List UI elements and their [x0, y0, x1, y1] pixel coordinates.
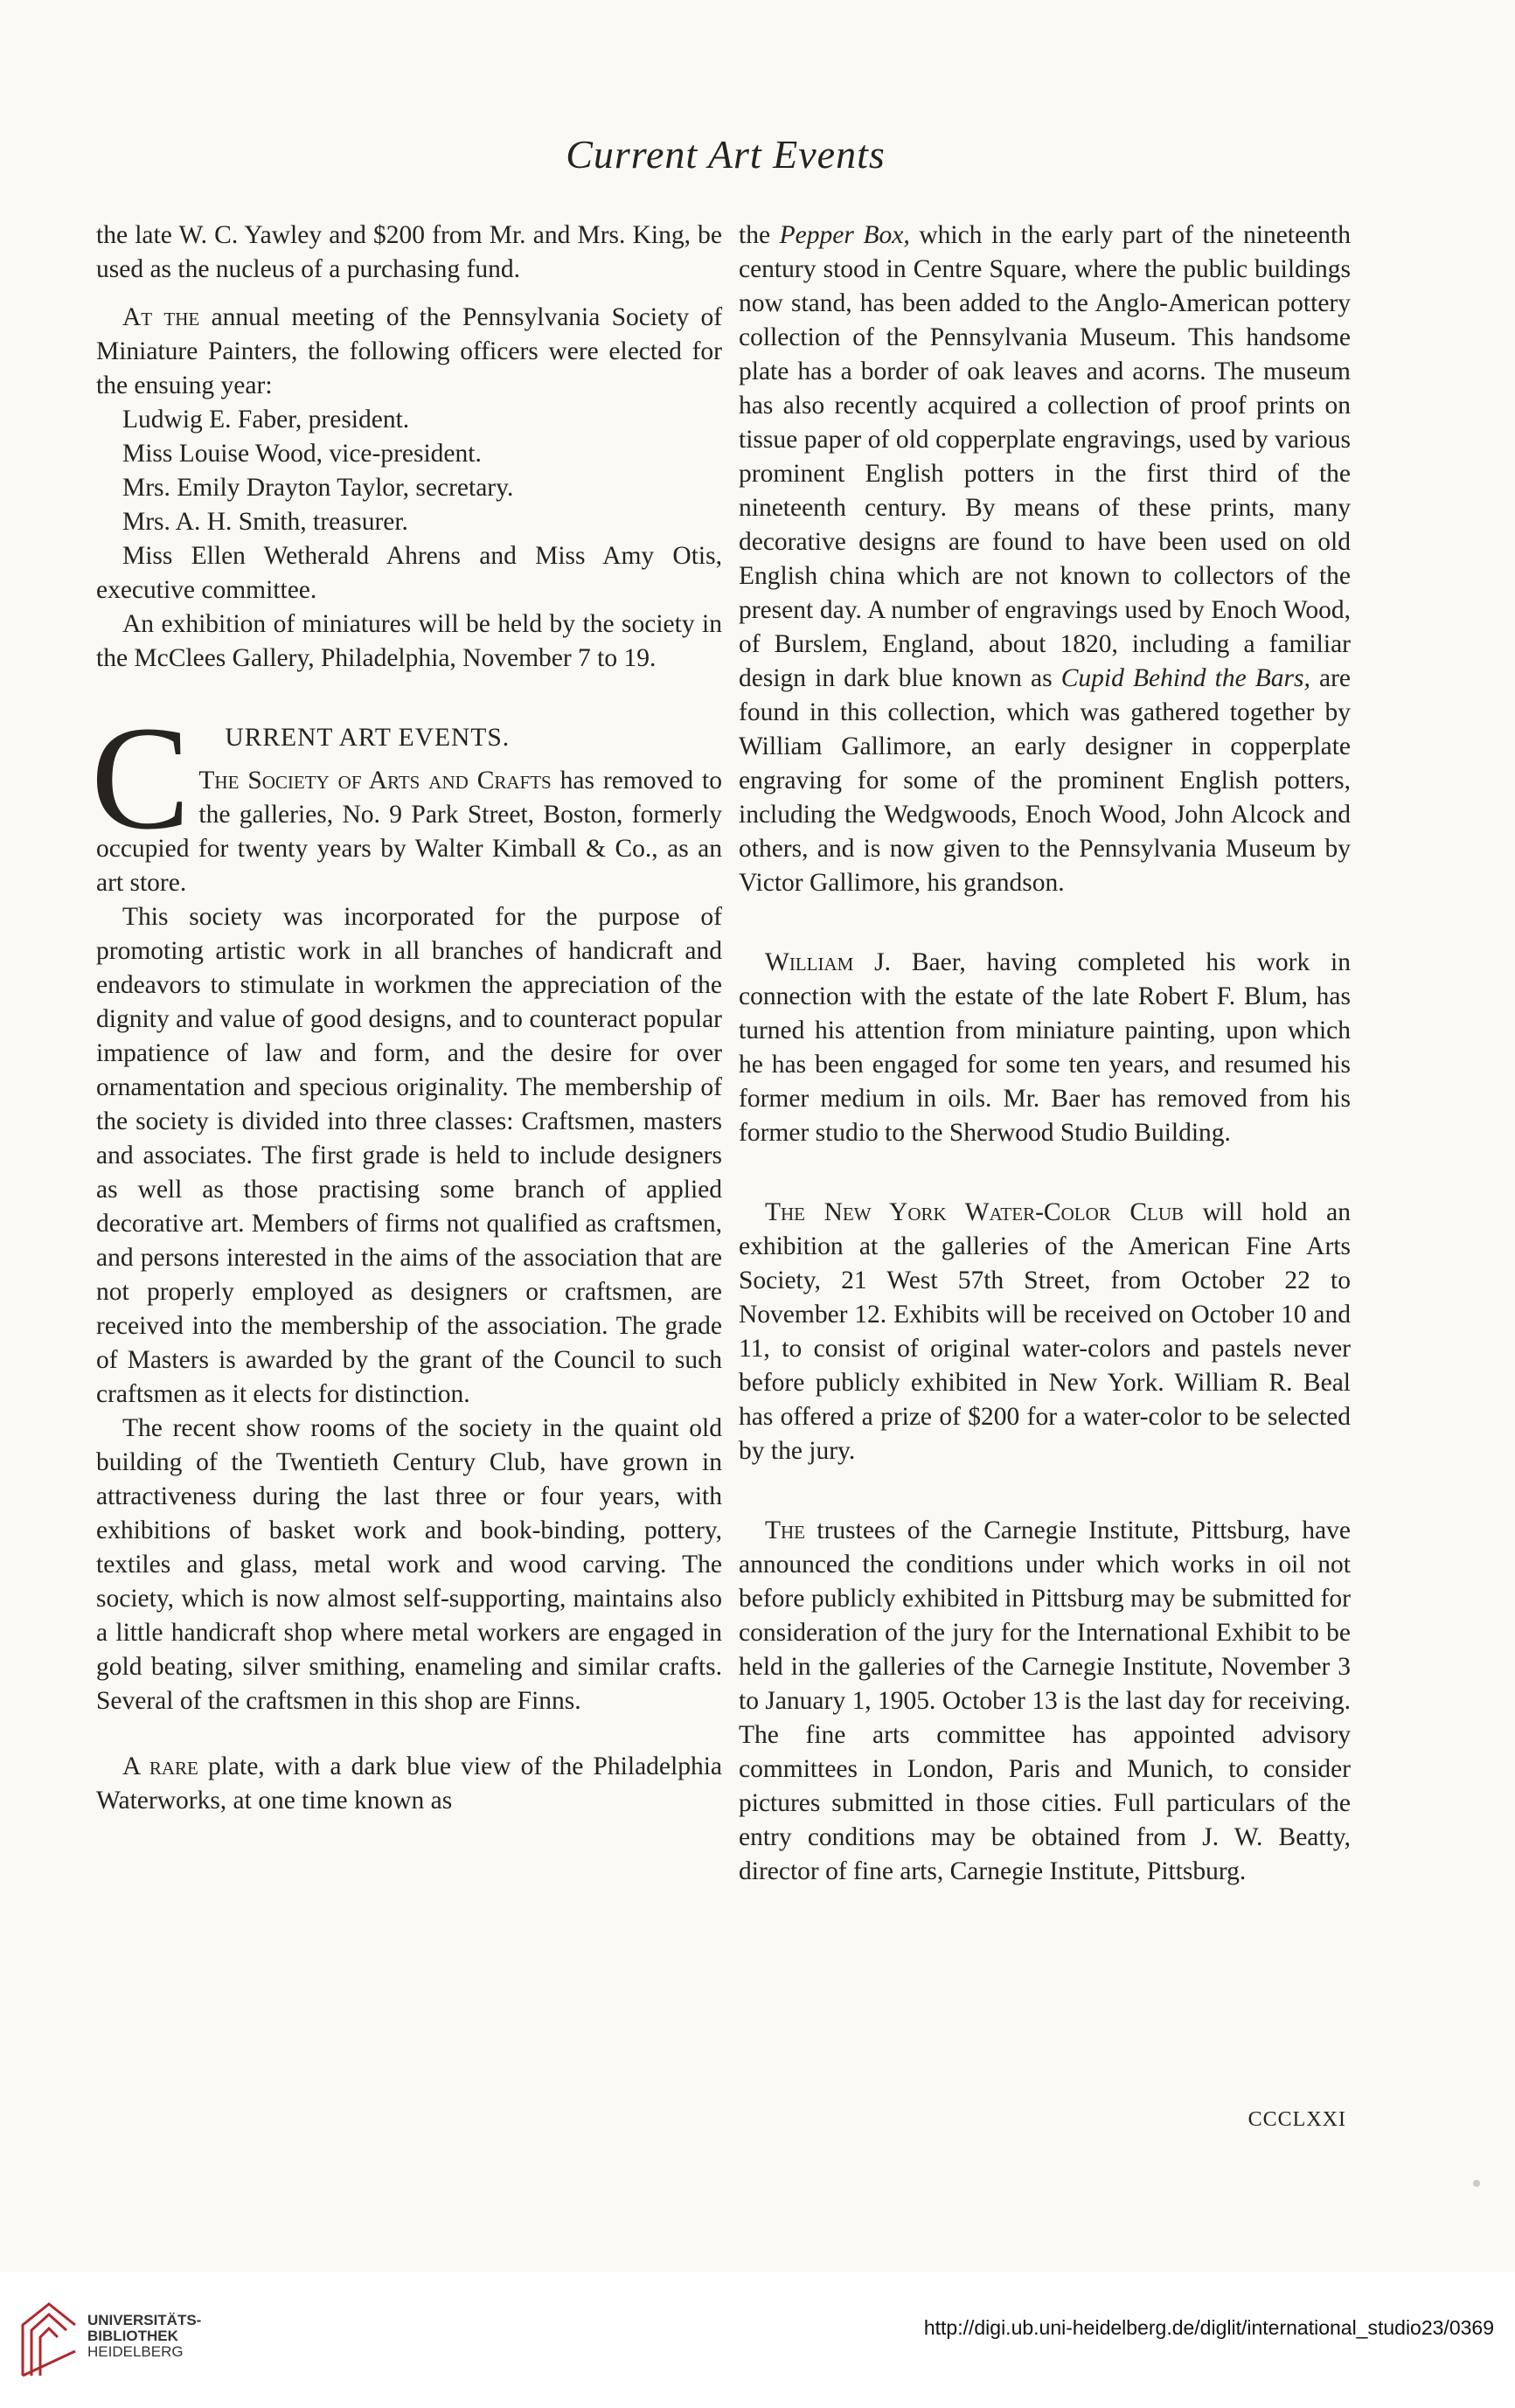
paragraph: the late W. C. Yawley and $200 from Mr. and Mrs. King, be used as the nucleus of a purchasing fund.: [96, 221, 722, 283]
paragraph-text: trustees of the Carnegie Institute, Pittsburg, have announced the conditions under which works in oil not before publicly exhibited in Pittsburg may be submitted for consideration of the jury for the International Exhibit to be held in the galleries of the Carnegie Institute, November 3 to January 1, 1905. October 13 is the last day for receiving. The fine arts committee has appointed advisory committees in London, Paris and Munich, to consider pictures submitted in those cities. Full particulars of the entry conditions may be obtained from J. W. Beatty, director of fine arts, Carnegie Institute, Pittsburg.: [739, 1516, 1351, 1885]
heading-text: URRENT ART EVENTS.: [225, 724, 511, 752]
paragraph: [96, 301, 722, 403]
section-heading: [91, 696, 722, 900]
page-number: CCCLXXI: [1247, 2108, 1346, 2131]
paragraph: [739, 1196, 1351, 1468]
list-item: Miss Louise Wood, vice-president.: [122, 440, 482, 468]
library-name-line: HEIDELBERG: [87, 2343, 184, 2360]
left-column: [91, 219, 723, 1818]
officer-list: [96, 403, 722, 607]
paragraph: [739, 946, 1351, 1150]
list-item: Mrs. A. H. Smith, treasurer.: [122, 508, 408, 536]
paragraph-text: will hold an exhibition at the galleries of the American Fine Arts Society, 21 West 57th Street, from October 22 to November 12. Exhibits will be received on October 10 and 11, to consist of original water-colors and pastels never before publicly exhibited in New York. William R. Beal has offered a prize of $200 for a water-color to be selected by the jury.: [739, 1198, 1351, 1465]
italic-title: Cupid Behind the Bars,: [1060, 664, 1310, 692]
right-column: [739, 219, 1351, 1889]
paragraph: [96, 764, 722, 900]
paragraph-text: J. Baer, having completed his work in connection with the estate of the late Robert F. Blum, has turned his attention from miniature painting, upon which he has been engaged for some ten years, and resumed his former medium in oils. Mr. Baer has removed from his former studio to the Sherwood Studio Building.: [739, 948, 1351, 1147]
paragraph: This society was incorporated for the purpose of promoting artistic work in all branches of handicraft and endeavors to stimulate in workmen the appreciation of the dignity and value of good designs, and to counteract popular impatience of law and form, and the desire for over ornamentation and specious originality. The membership of the society is divided into three classes: Craftsmen, masters and associates. The first grade is held to include designers as well as those practising some branch of applied decorative art. Members of firms not qualified as craftsmen, and persons interested in the aims of the association that are not properly employed as designers or craftsmen, are received into the membership of the association. The grade of Masters is awarded by the grant of the Council to such craftsmen as it elects for distinction.: [96, 903, 722, 1408]
paragraph: [96, 1750, 722, 1818]
list-item: Ludwig E. Faber, president.: [122, 406, 410, 434]
paragraph-text: the: [739, 221, 780, 249]
drop-cap: C: [91, 696, 191, 860]
paragraph: [739, 219, 1351, 900]
lead-words: The Society of Arts and Crafts: [198, 767, 552, 795]
paragraph: [739, 1514, 1351, 1889]
paragraph: An exhibition of miniatures will be held by the society in the McClees Gallery, Philadelphia, November 7 to 19.: [96, 610, 722, 672]
library-name: [87, 2313, 201, 2360]
library-name-line: UNIVERSITÄTS-: [87, 2312, 202, 2328]
lead-words: The: [765, 1516, 806, 1544]
list-item: Miss Ellen Wetherald Ahrens and Miss Amy Otis, executive committee.: [96, 542, 722, 604]
paragraph-text: plate, with a dark blue view of the Philadelphia Waterworks, at one time known as: [96, 1752, 722, 1815]
paragraph: The recent show rooms of the society in the quaint old building of the Twentieth Century Club, have grown in attractiveness during the last three or four years, with exhibitions of basket work and book-binding, pottery, textiles and glass, metal work and wood carving. The society, which is now almost self-supporting, maintains also a little handicraft shop where metal workers are engaged in gold beating, silver smithing, enameling and similar crafts. Several of the craftsmen in this shop are Finns.: [96, 1414, 722, 1715]
library-logo-icon: [14, 2299, 84, 2383]
paragraph-text: has removed to the galleries, No. 9 Park Street, Boston, formerly occupied for twenty years by Walter Kimball & Co., as an art store.: [96, 767, 722, 897]
paragraph-text: annual meeting of the Pennsylvania Society of Miniature Painters, the following officers were elected for the ensuing year:: [96, 303, 723, 399]
lead-words: At the: [122, 303, 200, 331]
paragraph-text: are found in this collection, which was gathered together by William Gallimore, an early designer in copperplate engraving for some of the prominent English potters, including the Wedgwoods, Enoch Wood, John Alcock and others, and is now given to the Pennsylvania Museum by Victor Gallimore, his grandson.: [739, 664, 1351, 897]
source-url-link[interactable]: http://digi.ub.uni-heidelberg.de/diglit/international_studio23/0369: [923, 2316, 1494, 2339]
speck: [1473, 2180, 1480, 2187]
list-item: Mrs. Emily Drayton Taylor, secretary.: [122, 474, 514, 502]
lead-words: The New York Water-Color Club: [765, 1198, 1185, 1226]
running-head: Current Art Events: [566, 132, 886, 177]
lead-words: William: [765, 948, 854, 976]
paragraph-text: which in the early part of the nineteenth century stood in Centre Square, where the public buildings now stand, has been added to the Anglo-American pottery collection of the Pennsylvania Museum. This handsome plate has a border of oak leaves and acorns. The museum has also recently acquired a collection of proof prints on tissue paper of old copperplate engravings, used by various prominent English potters in the first third of the nineteenth century. By means of these prints, many decorative designs are found to have been used on old English china which are not known to collectors of the present day. A number of engravings used by Enoch Wood, of Burslem, England, about 1820, including a familiar design in dark blue known as: [739, 221, 1351, 692]
footer: [0, 2273, 1515, 2408]
library-name-line: BIBLIOTHEK: [87, 2328, 178, 2344]
lead-words: A rare: [122, 1752, 198, 1780]
italic-title: Pepper Box,: [779, 221, 910, 249]
